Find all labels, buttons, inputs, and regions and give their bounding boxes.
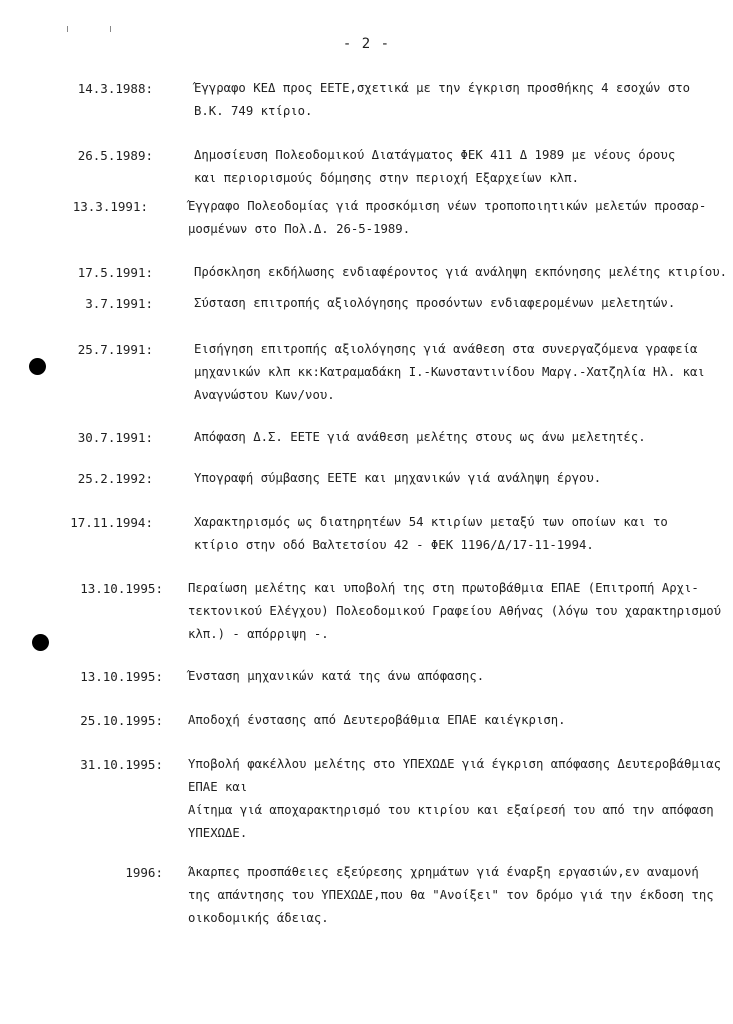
- punch-hole-icon: [29, 358, 46, 375]
- entry-text: Πρόσκληση εκδήλωσης ενδιαφέροντος γιά ανάληψη εκπόνησης μελέτης κτιρίου.: [194, 265, 728, 279]
- entry-date: 25.10.1995:: [80, 713, 163, 728]
- entry-text: Υποβολή φακέλλου μελέτης στο ΥΠΕΧΩΔΕ γιά έγκριση απόφασης Δευτεροβάθμιας ΕΠΑΕ και Αίτημα γιά αποχαρακτηρισμό του κτιρίου και εξαίρεσή του από την απόφαση ΥΠΕΧΩΔΕ.: [188, 757, 722, 840]
- entry-date: 1996:: [125, 865, 163, 880]
- entry-text: Έγγραφο Πολεοδομίας γιά προσκόμιση νέων τροποποιητικών μελετών προσαρ- μοσμένων στο Πολ.Δ. 26-5-1989.: [188, 199, 707, 236]
- entry-text: Έγγραφο ΚΕΔ προς ΕΕΤΕ,σχετικά με την έγκριση προσθήκης 4 εσοχών στο Β.Κ. 749 κτίριο.: [194, 81, 691, 118]
- entry-date: 30.7.1991:: [77, 430, 153, 445]
- entry-date: 31.10.1995:: [80, 757, 163, 772]
- entry-date: 3.7.1991:: [85, 296, 153, 311]
- entry-date: 13.10.1995:: [80, 669, 163, 684]
- entry-date: 17.11.1994:: [70, 515, 153, 530]
- entry-date: 14.3.1988:: [77, 81, 153, 96]
- page-number: - 2 -: [342, 36, 391, 52]
- scan-mark: [67, 26, 68, 32]
- entry-text: Ένσταση μηχανικών κατά της άνω απόφασης.: [188, 669, 485, 683]
- entry-date: 13.10.1995:: [80, 581, 163, 596]
- entry-text: Αποδοχή ένστασης από Δευτεροβάθμια ΕΠΑΕ καιέγκριση.: [188, 713, 566, 727]
- entry-text: Σύσταση επιτροπής αξιολόγησης προσόντων ενδιαφερομένων μελετητών.: [194, 296, 676, 310]
- entry-text: Άκαρπες προσπάθειες εξεύρεσης χρημάτων γιά έναρξη εργασιών,εν αναμονή της απάντησης του ΥΠΕΧΩΔΕ,που θα "Ανοίξει" τον δρόμο γιά την έκδοση της οικοδομικής άδειας.: [188, 865, 714, 925]
- scan-mark: [110, 26, 111, 32]
- entry-text: Δημοσίευση Πολεοδομικού Διατάγματος ΦΕΚ 411 Δ 1989 με νέους όρους και περιορισμούς δόμησης στην περιοχή Εξαρχείων κλπ.: [194, 148, 676, 185]
- entry-date: 13.3.1991:: [72, 199, 148, 214]
- punch-hole-icon: [32, 634, 49, 651]
- entry-date: 25.2.1992:: [77, 471, 153, 486]
- entry-text: Υπογραφή σύμβασης ΕΕΤΕ και μηχανικών γιά ανάληψη έργου.: [194, 471, 602, 485]
- entry-text: Απόφαση Δ.Σ. ΕΕΤΕ γιά ανάθεση μελέτης στους ως άνω μελετητές.: [194, 430, 646, 444]
- entry-text: Περαίωση μελέτης και υποβολή της στη πρωτοβάθμια ΕΠΑΕ (Επιτροπή Αρχι- τεκτονικού Ελέγχου) Πολεοδομικού Γραφείου Αθήνας (λόγω του χαρακτηρισμού κλπ.) - απόρριψη -.: [188, 581, 722, 641]
- entry-text: Εισήγηση επιτροπής αξιολόγησης γιά ανάθεση στα συνεργαζόμενα γραφεία μηχανικών κλπ κκ:Κατραμαδάκη Ι.-Κωνσταντινίδου Μαργ.-Χατζηλία Ηλ. και Αναγνώστου Κων/νου.: [194, 342, 705, 402]
- entry-date: 26.5.1989:: [77, 148, 153, 163]
- entry-date: 25.7.1991:: [77, 342, 153, 357]
- entry-date: 17.5.1991:: [77, 265, 153, 280]
- entry-text: Χαρακτηρισμός ως διατηρητέων 54 κτιρίων μεταξύ των οποίων και το κτίριο στην οδό Βαλτετσίου 42 - ΦΕΚ 1196/Δ/17-11-1994.: [194, 515, 668, 552]
